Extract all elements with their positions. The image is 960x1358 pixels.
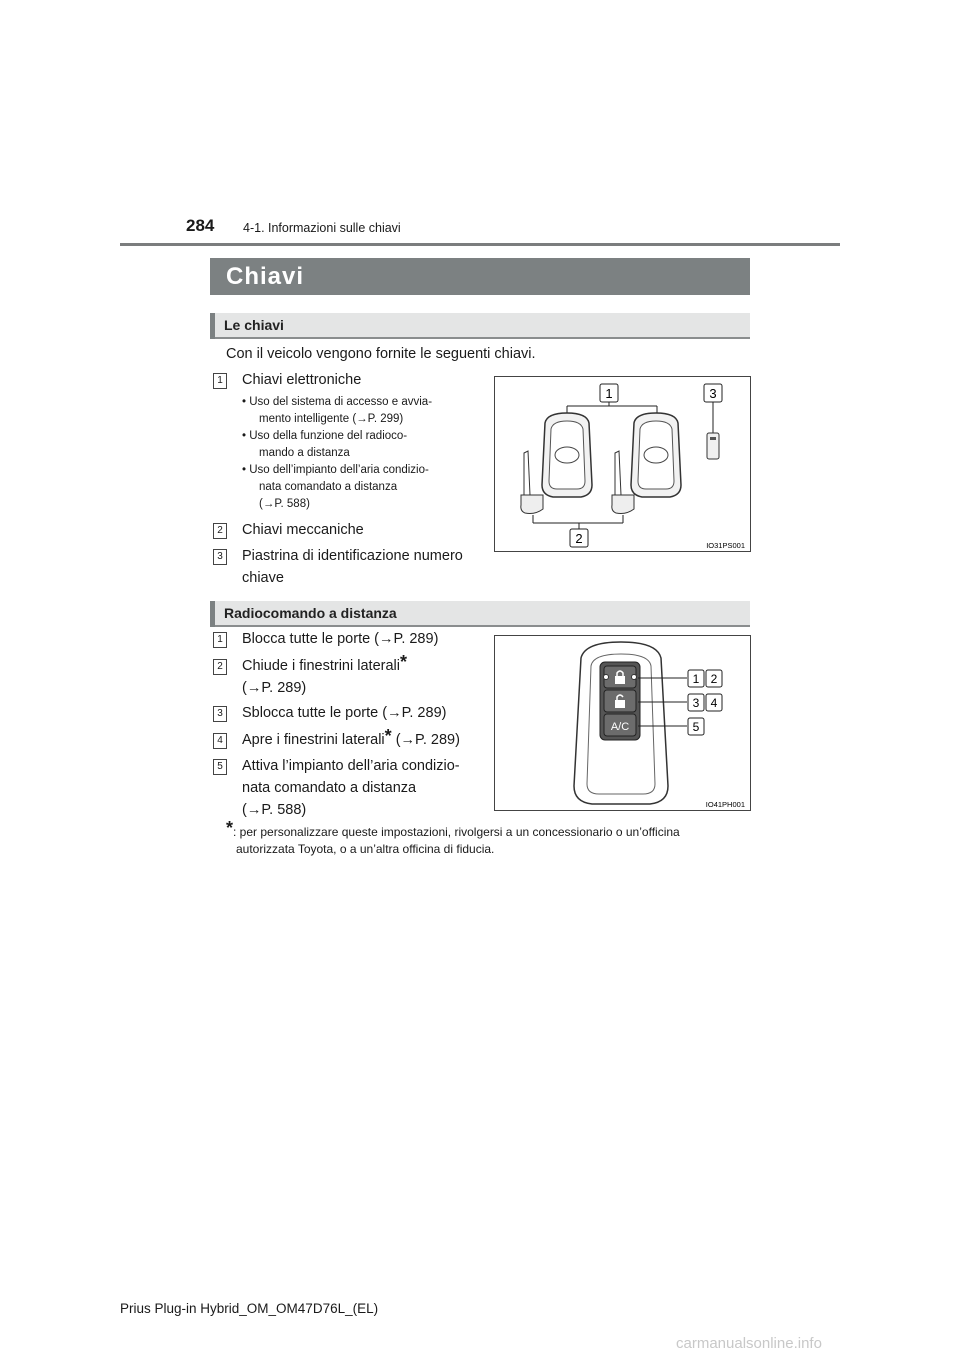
callout-2: 2 — [710, 672, 718, 686]
remote-number-1: 1 — [213, 632, 227, 648]
callout-3: 3 — [709, 386, 717, 401]
callout-1: 1 — [692, 672, 700, 686]
item-mechanical-keys: Chiavi meccaniche — [242, 522, 364, 538]
remote-item-open-windows-text: Apre i finestrini laterali — [242, 732, 385, 748]
intro-text: Con il veicolo vengono fornite le seguenti chiavi. — [226, 346, 536, 362]
footnote-line1 — [226, 818, 750, 841]
remote-item-close-windows-text: Chiude i finestrini laterali — [242, 658, 400, 674]
callout-3: 3 — [692, 696, 700, 710]
bullet-3c: (→P. 588) — [259, 498, 310, 510]
watermark: carmanualsonline.info — [676, 1335, 822, 1352]
section-heading-text: Le chiavi — [224, 317, 284, 333]
ac-button-label: A/C — [610, 721, 630, 733]
bullet-3a: • Uso dell’impianto dell’aria condizio- — [242, 464, 429, 476]
section-heading-keys — [210, 313, 750, 339]
footnote-star: * — [399, 652, 407, 672]
page-number: 284 — [186, 216, 215, 235]
item-number-1: 1 — [213, 373, 227, 389]
callout-2: 2 — [575, 531, 583, 546]
chapter-title: 4-1. Informazioni sulle chiavi — [243, 221, 401, 235]
section-heading-remote — [210, 601, 750, 627]
remote-item-close-windows — [242, 652, 478, 678]
page-title: Chiavi — [226, 263, 305, 290]
keys-figure — [494, 376, 751, 552]
remote-figure — [494, 635, 751, 811]
remote-item-open-windows-ref: (→P. 289) — [391, 732, 460, 748]
remote-item-ac-line2: nata comandato a distanza — [242, 780, 417, 796]
item-electronic-keys: Chiavi elettroniche — [242, 372, 362, 388]
bullet-1a: • Uso del sistema di accesso e avvia- — [242, 396, 433, 408]
header-rule — [120, 243, 840, 246]
remote-number-3: 3 — [213, 706, 227, 722]
footer-doc-id: Prius Plug-in Hybrid_OM_OM47D76L_(EL) — [120, 1301, 379, 1316]
figure-code: IO41PH001 — [705, 800, 745, 809]
remote-number-2: 2 — [213, 659, 227, 675]
unlock-icon — [615, 700, 625, 708]
keys-illustration — [495, 377, 750, 551]
item-number-3: 3 — [213, 549, 227, 565]
remote-item-lock: Blocca tutte le porte (→P. 289) — [242, 631, 439, 647]
remote-number-5: 5 — [213, 759, 227, 775]
item-key-number-plate-line1: Piastrina di identificazione numero — [242, 548, 463, 564]
remote-item-ac-line3: (→P. 588) — [242, 802, 307, 818]
remote-item-ac-line1: Attiva l’impianto dell’aria condizio- — [242, 758, 460, 774]
section-marker — [210, 313, 215, 339]
section-marker — [210, 601, 215, 627]
bullet-1b: mento intelligente (→P. 299) — [259, 413, 404, 425]
figure-code: IO31PS001 — [706, 541, 745, 550]
callout-4: 4 — [710, 696, 718, 710]
footnote-star: * — [384, 726, 392, 746]
item-key-number-plate-line2: chiave — [242, 570, 284, 586]
item-number-2: 2 — [213, 523, 227, 539]
remote-number-4: 4 — [213, 733, 227, 749]
bullet-2a: • Uso della funzione del radioco- — [242, 430, 408, 442]
callout-5: 5 — [692, 720, 700, 734]
remote-illustration — [495, 636, 750, 810]
section-heading-text: Radiocomando a distanza — [224, 605, 397, 621]
remote-item-unlock: Sblocca tutte le porte (→P. 289) — [242, 705, 447, 721]
footnote-star: * — [226, 818, 234, 838]
footnote — [226, 818, 750, 858]
callout-1: 1 — [605, 386, 613, 401]
bullet-2b: mando a distanza — [259, 447, 350, 459]
footnote-text-1: : per personalizzare queste impostazioni, rivolgersi a un concessionario o un’officina — [233, 825, 680, 839]
bullet-3b: nata comandato a distanza — [259, 481, 398, 493]
footnote-line2: autorizzata Toyota, o a un’altra officina di fiducia. — [236, 842, 495, 856]
remote-item-close-windows-ref: (→P. 289) — [242, 680, 307, 696]
lock-icon — [615, 676, 625, 684]
remote-item-open-windows — [242, 726, 478, 752]
